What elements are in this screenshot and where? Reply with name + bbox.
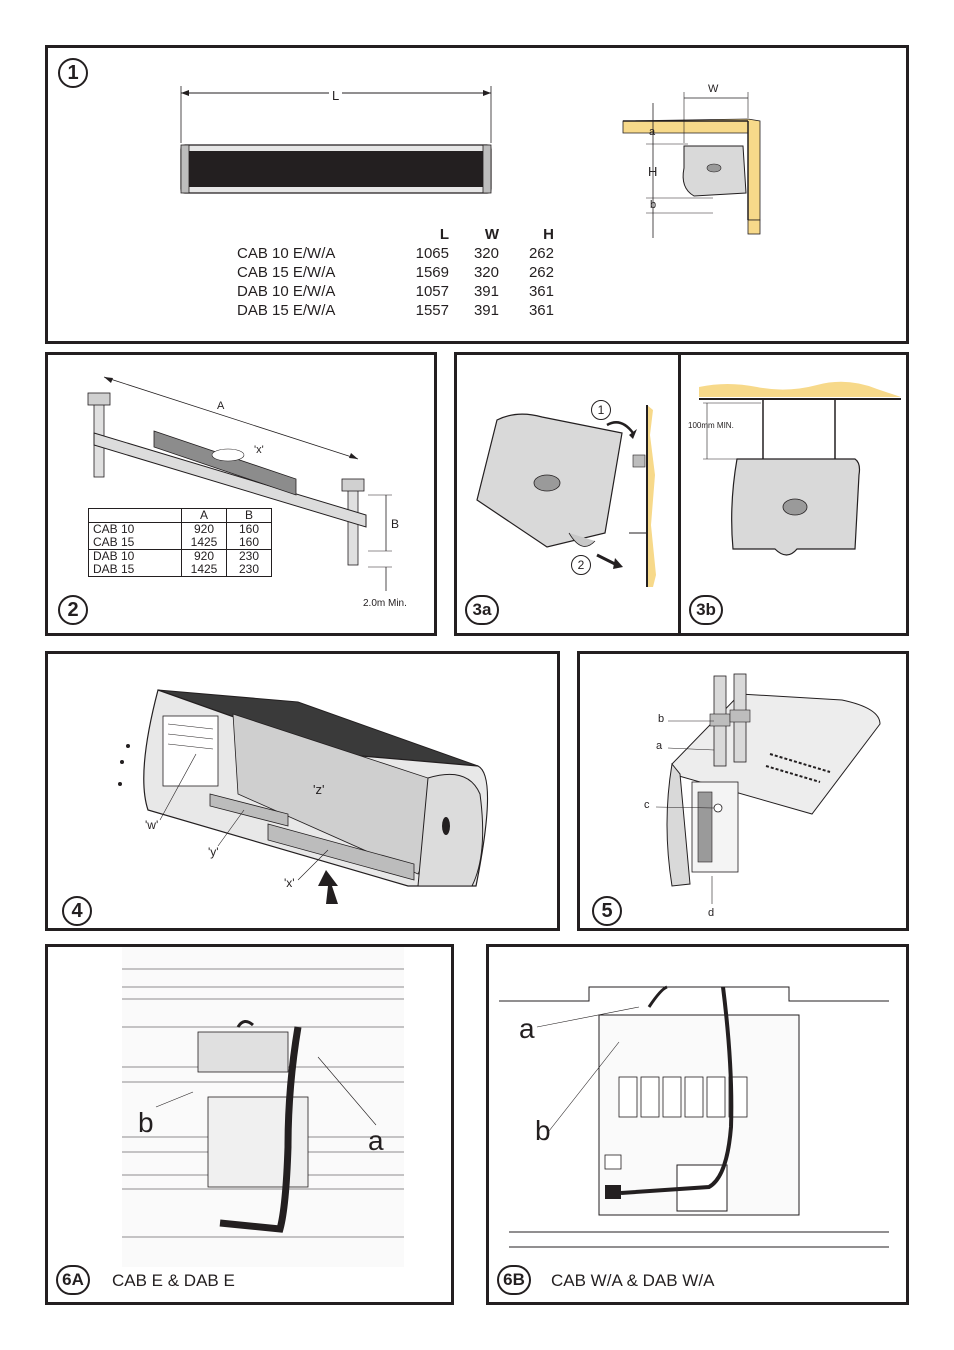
step-1-marker: 1 [591, 400, 611, 420]
dim-B-label: B [391, 517, 400, 531]
cable-b-label: b [535, 1115, 551, 1146]
step-2-marker: 2 [571, 555, 591, 575]
figure-3-panel [454, 352, 909, 636]
table-row: CAB 15 E/W/A 1569 320 262 [237, 264, 554, 281]
dim-W-label: W [708, 83, 719, 95]
cover-removal-drawing [48, 654, 563, 934]
cable-a-label: a [519, 1013, 535, 1044]
cable-b-label: b [138, 1107, 154, 1138]
figure-5-panel [577, 651, 909, 931]
figure-3b-number: 3b [689, 595, 723, 625]
figure-3a-number: 3a [465, 595, 499, 625]
dim-H-label: H [648, 164, 658, 179]
bracket-table: A B CAB 10 CAB 15 920 1425 160 160 DAB 10 DAB 15 920 1425 230 230 [88, 508, 272, 577]
part-w-label: 'w' [145, 818, 159, 832]
table-row: CAB 10 E/W/A 1065 320 262 [237, 245, 554, 262]
figure-1-number: 1 [58, 58, 88, 88]
table-row: CAB 10 CAB 15 920 1425 160 160 [89, 523, 272, 550]
table-row: DAB 10 E/W/A 1057 391 361 [237, 283, 554, 300]
figure-2-panel [45, 352, 437, 636]
dim-L-label: L [329, 88, 342, 103]
bracket-mounting-drawing [48, 355, 440, 639]
part-y-label: 'y' [208, 845, 219, 859]
header-L: L [439, 226, 449, 243]
part-c-label: c [644, 799, 650, 811]
figure-4-panel [45, 651, 560, 931]
figure-6a-number: 6A [56, 1265, 90, 1295]
unit-side-view [623, 92, 760, 238]
header-W: W [484, 226, 499, 243]
part-x-label: 'x' [284, 876, 295, 890]
dim-a-label: a [649, 126, 656, 138]
dim-A-label: A [217, 400, 225, 412]
figure-6b-panel [486, 944, 909, 1305]
figure-6b-number: 6B [497, 1265, 531, 1295]
figure-6b-caption: CAB W/A & DAB W/A [551, 1271, 715, 1290]
figure-2-number: 2 [58, 595, 88, 625]
figure-1-panel [45, 45, 909, 344]
part-d-label: d [708, 907, 715, 919]
figure-5-number: 5 [592, 896, 622, 926]
table-header-row [237, 226, 554, 245]
figure-4-number: 4 [62, 896, 92, 926]
table-row: DAB 15 E/W/A 1557 391 361 [237, 302, 554, 319]
wall-and-ceiling-mount-drawing [457, 355, 912, 639]
figure-6a-caption: CAB E & DAB E [112, 1271, 235, 1290]
figure-6a-panel [45, 944, 454, 1305]
min-height-label: 2.0m Min. [363, 598, 407, 609]
cover-z-label: 'z' [313, 782, 325, 797]
header-H: H [543, 226, 554, 243]
dim-b-label: b [650, 199, 657, 211]
table-row: DAB 10 DAB 15 920 1425 230 230 [89, 550, 272, 577]
part-b-label: b [658, 713, 665, 725]
part-a-label: a [656, 740, 663, 752]
wiring-e-drawing [48, 947, 457, 1308]
wiring-wa-drawing [489, 947, 912, 1308]
water-connection-drawing [580, 654, 912, 934]
clearance-label: 100mm MIN. [688, 421, 734, 430]
dimension-table [237, 226, 554, 321]
dim-x-label: 'x' [254, 444, 264, 456]
cable-a-label: a [368, 1125, 384, 1156]
